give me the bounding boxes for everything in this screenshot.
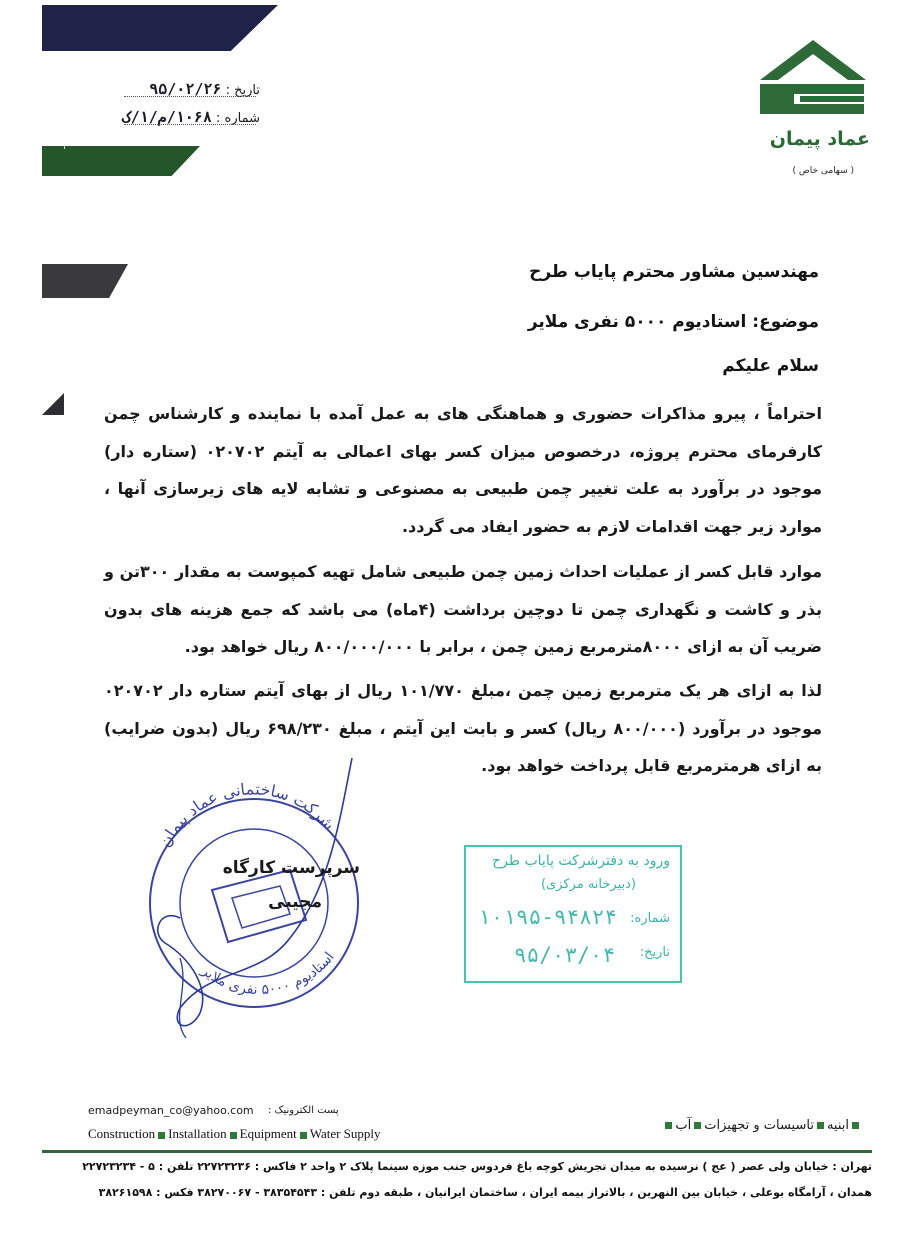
date-underline [124, 96, 256, 97]
letter-addressee: مهندسین مشاور محترم پایاب طرح [529, 262, 819, 282]
side-triangle-mark [42, 393, 64, 415]
header-navy-bar [42, 5, 278, 51]
service-en-equipment: Equipment [239, 1126, 297, 1141]
footer-address-tehran: تهران : خیابان ولی عصر ( عج ) نرسیده به میدان تجریش کوچه باغ فردوس جنب موزه سینما پلاک ۲ واحد ۲ فاکس : ۲۲۷۲۳۲۳۶ تلفن : ۵ - ۲۲۷۲۳۲۳۴ [82, 1160, 872, 1173]
service-fa-1: ابنیه [826, 1118, 849, 1133]
receipt-line-1: ورود به دفترشرکت پایاب طرح [492, 853, 670, 869]
receipt-stamp [464, 845, 682, 983]
services-persian [616, 1118, 862, 1133]
date-value: ۹۵/۰۲/۲۶ [149, 80, 222, 98]
footer-divider [42, 1150, 872, 1153]
footer-address-hamedan: همدان ، آرامگاه بوعلی ، خیابان بین النهرین ، بالاتراز بیمه ایران ، ساختمان ایرانیان ، طبقه دوم تلفن : ۳۸۳۵۴۵۴۳ - ۳۸۲۷۰۰۶۷ فکس : ۳۸۲۶۱۵۹۸ [98, 1186, 872, 1199]
receipt-line-2: (دبیرخانه مرکزی) [540, 877, 636, 892]
footer-email[interactable]: emadpeyman_co@yahoo.com [88, 1104, 254, 1117]
date-label: تاریخ : [225, 83, 260, 98]
seal-name: مجیبی [268, 892, 322, 912]
letter-greeting: سلام علیکم [722, 356, 819, 376]
receipt-date-value: ۹۵/۰۳/۰۴ [514, 943, 616, 967]
side-gray-bar [42, 264, 128, 298]
service-en-construction: Construction [88, 1126, 156, 1141]
letter-paragraph-3: لذا به ازای هر یک مترمربع زمین چمن ،مبلغ ۱۰۱/۷۷۰ ریال از بهای آیتم ستاره دار ۰۲۰۷۰۲ موجود در برآورد (۸۰۰/۰۰۰ ریال) کسر و بابت این آیتم ، مبلغ ۶۹۸/۲۳۰ ریال (بدون ضرایب) به ازای هرمترمربع قابل پرداخت خواهد بود. [104, 681, 823, 775]
seal-title: سرپرست کارگاه [222, 858, 360, 878]
letter-paragraph-1: احتراماً ، پیرو مذاکرات حضوری و هماهنگی های به عمل آمده با نماینده و کارشناس چمن کارفرمای محترم پروژه، درخصوص میزان کسر بهای اعمالی به آیتم ۰۲۰۷۰۲ (ستاره دار) موجود در برآورد به علت تغییر چمن طبیعی به مصنوعی و تشابه لایه های زیرسازی آنها ، موارد زیر جهت اقدامات لازم به حضور ایفاد می گردد. [104, 404, 823, 536]
company-name: عماد پیمان [769, 128, 870, 150]
bullet-square-icon [665, 1122, 672, 1129]
letter-paragraph-2: موارد قابل کسر از عملیات احداث زمین چمن طبیعی شامل تهیه کمپوست به مقدار ۳۰۰تن و بذر و کاشت و نگهداری چمن تا دوچین برداشت (۴ماه) می باشد که جمع هزینه های بدون ضریب آن به ازای ۸۰۰۰مترمربع زمین چمن ، برابر با ۸۰۰/۰۰۰/۰۰۰ ریال خواهد بود. [104, 562, 823, 656]
bullet-square-icon [300, 1132, 307, 1139]
service-fa-3: آب [675, 1118, 692, 1133]
number-underline [124, 124, 256, 125]
receipt-number-label: شماره: [630, 911, 670, 926]
bullet-square-icon [230, 1132, 237, 1139]
seal-ring-text: شرکت ساختمانی عماد پیمان [154, 779, 339, 851]
footer-email-label: پست الکترونیک : [268, 1105, 339, 1116]
number-label: شماره : [216, 111, 260, 126]
company-type: ( سهامی خاص ) [792, 166, 854, 176]
bullet-square-icon [852, 1122, 859, 1129]
letter-subject: موضوع: استادیوم ۵۰۰۰ نفری ملایر [527, 312, 819, 332]
bullet-square-icon [158, 1132, 165, 1139]
company-logo-icon [758, 36, 868, 126]
svg-text:استادیوم ۵۰۰۰ نفری ملایر [197, 949, 337, 998]
green-bar-mark: ۱ [62, 142, 67, 152]
number-value: ۱۰۶۸/م/۱/ک [121, 108, 212, 126]
bullet-square-icon [694, 1122, 701, 1129]
service-en-water-supply: Water Supply [309, 1126, 381, 1141]
services-english [88, 1126, 381, 1142]
seal-bottom-text: استادیوم ۵۰۰۰ نفری ملایر [198, 949, 338, 999]
receipt-number-value: ۱۰۱۹۵-۹۴۸۲۴ [478, 905, 618, 929]
service-fa-2: تاسیسات و تجهیزات [704, 1118, 814, 1133]
svg-text:شرکت ساختمانی عماد پیمان [155, 779, 339, 850]
receipt-date-label: تاریخ: [639, 945, 670, 960]
service-en-installation: Installation [168, 1126, 227, 1141]
bullet-square-icon [817, 1122, 824, 1129]
